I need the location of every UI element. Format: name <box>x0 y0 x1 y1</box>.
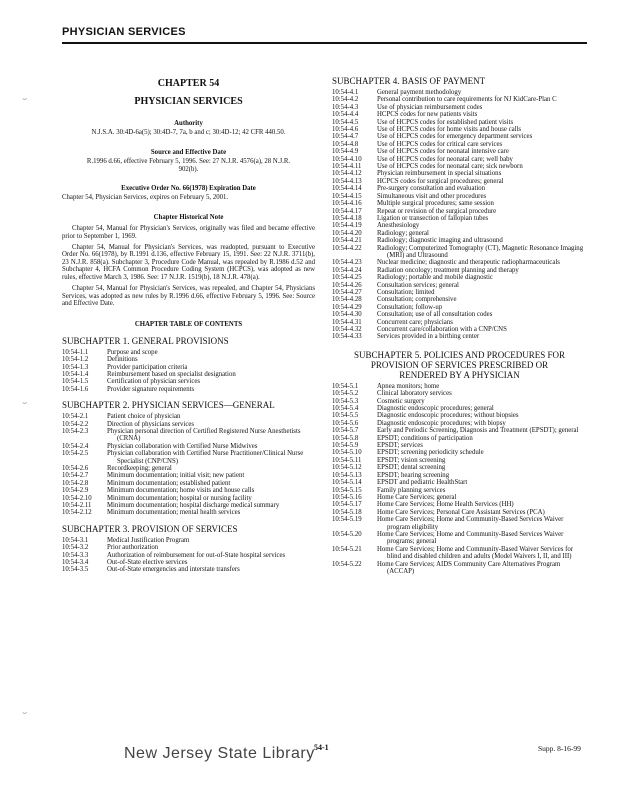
toc-entry <box>332 420 587 427</box>
toc-entry <box>332 435 587 442</box>
toc-entry <box>62 487 315 494</box>
section-number: 10:54-4.18 <box>332 214 362 222</box>
section-title: Cosmetic surgery <box>377 397 425 405</box>
authority-heading: Authority <box>174 120 203 127</box>
section-number: 10:54-4.13 <box>332 177 362 185</box>
executive-heading: Executive Order No. 66(1978) Expiration Date <box>121 185 256 193</box>
subchapter-5-title-line: RENDERED BY A PHYSICIAN <box>399 369 520 380</box>
toc-entry <box>332 289 587 296</box>
section-title: Use of HCPCS codes for emergency department services <box>377 133 533 141</box>
toc-entry <box>332 141 587 148</box>
section-number: 10:54-5.20 <box>332 530 362 538</box>
section-number: 10:54-2.7 <box>62 472 89 480</box>
section-number: 10:54-2.10 <box>62 494 92 502</box>
section-number: 10:54-5.9 <box>332 442 359 450</box>
toc-entry <box>62 465 315 472</box>
toc-entry <box>62 378 315 385</box>
section-title: Family planning services <box>377 486 446 494</box>
section-title: Consultation services; general <box>377 281 459 289</box>
toc-entry <box>332 208 587 215</box>
section-title: Use of HCPCS codes for established patient visits <box>377 118 514 126</box>
toc-entry <box>332 156 587 163</box>
section-title: Pre-surgery consultation and evaluation <box>377 185 486 193</box>
section-number: 10:54-5.6 <box>332 419 359 427</box>
toc-entry <box>332 311 587 318</box>
section-title: Home Care Services; Home and Community-Based Services Waiver program eligibility <box>377 516 564 531</box>
margin-mark: ⌣ <box>22 94 28 103</box>
section-title: Simultaneous visit and other procedures <box>377 192 487 200</box>
section-title: Diagnostic endoscopic procedures; without biopsies <box>377 412 519 420</box>
subchapter-4-title: SUBCHAPTER 4. BASIS OF PAYMENT <box>332 76 486 86</box>
section-number: 10:54-2.5 <box>62 450 89 458</box>
section-number: 10:54-2.6 <box>62 465 89 472</box>
toc-entry <box>332 222 587 229</box>
section-title: Physician reimbursement in special situations <box>377 170 502 178</box>
section-number: 10:54-3.2 <box>62 544 89 552</box>
toc-entry <box>332 163 587 170</box>
section-title: Out-of-State elective services <box>107 559 188 567</box>
toc-entry <box>332 185 587 192</box>
toc-entry <box>332 178 587 185</box>
section-number: 10:54-5.21 <box>332 545 362 553</box>
section-number: 10:54-4.20 <box>332 229 362 237</box>
left-column <box>62 78 315 574</box>
section-title: Repeat or revision of the surgical procedure <box>377 207 497 215</box>
section-title: Provider participation criteria <box>107 363 188 371</box>
toc-entry <box>332 215 587 222</box>
toc-entry <box>332 516 587 531</box>
section-title: Concurrent care; physicians <box>377 318 453 326</box>
toc-entry <box>332 274 587 281</box>
section-number: 10:54-4.3 <box>332 103 359 111</box>
toc-entry <box>332 333 587 340</box>
subchapter-5-title-line: SUBCHAPTER 5. POLICIES AND PROCEDURES FOR <box>353 349 566 360</box>
section-number: 10:54-4.19 <box>332 222 362 230</box>
section-number: 10:54-4.12 <box>332 170 362 178</box>
section-number: 10:54-2.1 <box>62 413 89 421</box>
toc-entry <box>332 267 587 274</box>
section-title: EPSDT; services <box>377 442 423 450</box>
section-number: 10:54-5.11 <box>332 456 362 464</box>
toc-entry <box>332 464 587 471</box>
chapter-title: PHYSICIAN SERVICES <box>134 96 243 107</box>
section-number: 10:54-1.5 <box>62 378 89 386</box>
toc-entry <box>62 356 315 363</box>
section-title: Patient choice of physician <box>107 413 181 421</box>
section-number: 10:54-5.4 <box>332 405 359 413</box>
section-title: Services provided in a birthing center <box>377 333 480 341</box>
toc-entry <box>332 89 587 96</box>
section-title: Apnea monitors; home <box>377 382 440 390</box>
section-number: 10:54-5.19 <box>332 516 362 524</box>
section-number: 10:54-4.6 <box>332 126 359 134</box>
section-number: 10:54-5.1 <box>332 382 359 390</box>
section-title: Use of HCPCS codes for neonatal care; well baby <box>377 155 513 163</box>
toc-entry <box>332 126 587 133</box>
section-title: Home Care Services; Personal Care Assistant Services (PCA) <box>377 508 545 516</box>
toc-entry <box>62 544 315 551</box>
section-title: Physician collaboration with Certified Nurse Practitioner/Clinical Nurse Specialist (CNP/CNS) <box>107 450 304 465</box>
header-rule <box>62 42 587 44</box>
toc-entry <box>332 170 587 177</box>
section-number: 10:54-4.9 <box>332 148 359 156</box>
section-title: Use of HCPCS codes for neonatal intensive care <box>377 148 509 156</box>
section-title: Radiation oncology; treatment planning and therapy <box>377 266 519 274</box>
section-number: 10:54-4.23 <box>332 259 362 267</box>
section-number: 10:54-5.13 <box>332 471 362 479</box>
toc-entry <box>62 443 315 450</box>
section-number: 10:54-2.4 <box>62 442 89 450</box>
section-title: Anesthesiology <box>377 222 420 230</box>
section-title: Purpose and scope <box>107 348 158 356</box>
section-number: 10:54-4.10 <box>332 155 362 163</box>
toc-entry <box>332 405 587 412</box>
section-number: 10:54-3.3 <box>62 551 89 559</box>
toc-entry <box>62 349 315 356</box>
toc-entry <box>332 546 587 561</box>
section-number: 10:54-4.5 <box>332 118 359 126</box>
toc-entry <box>332 383 587 390</box>
section-title: Medical Justification Program <box>107 536 190 544</box>
section-number: 10:54-4.14 <box>332 185 362 193</box>
section-title: EPSDT and pediatric HealthStart <box>377 479 468 487</box>
toc-entry <box>332 561 587 576</box>
supplement-date: Supp. 8-16-99 <box>538 744 581 753</box>
section-number: 10:54-4.31 <box>332 318 362 326</box>
toc-entry <box>332 193 587 200</box>
source-text: R.1996 d.66, effective February 5, 1996. See: 27 N.J.R. 4576(a), 28 N.J.R. 902(b). <box>86 158 291 173</box>
toc-entry <box>62 502 315 509</box>
right-column <box>332 76 587 575</box>
page-number: 54-1 <box>314 743 329 752</box>
section-title: Use of HCPCS codes for neonatal care; sick newborn <box>377 163 523 171</box>
section-title: Personal contribution to care requirements for NJ KidCare-Plan C <box>377 96 557 104</box>
toc-entry <box>332 531 587 546</box>
toc-entry <box>332 237 587 244</box>
section-number: 10:54-5.8 <box>332 434 359 442</box>
section-title: Consultation; follow-up <box>377 303 443 311</box>
toc-entry <box>62 480 315 487</box>
authority-text: N.J.S.A. 30:4D-6a(5); 30:4D-7, 7a, b and c; 30:4D-12; 42 CFR 440.50. <box>91 129 286 137</box>
section-number: 10:54-5.15 <box>332 486 362 494</box>
toc-entry <box>62 495 315 502</box>
toc-entry <box>332 304 587 311</box>
section-title: HCPCS codes for new patients visits <box>377 111 478 119</box>
section-title: Prior authorization <box>107 544 159 552</box>
toc-entry <box>332 494 587 501</box>
subchapter-5-title-line: PROVISION OF SERVICES PRESCRIBED OR <box>370 359 549 370</box>
subchapter-4-list <box>332 89 587 341</box>
toc-entry <box>332 412 587 419</box>
toc-entry <box>62 428 315 443</box>
section-number: 10:54-3.4 <box>62 559 89 567</box>
section-number: 10:54-4.28 <box>332 296 362 304</box>
section-title: HCPCS codes for surgical procedures; general <box>377 177 504 185</box>
toc-entry <box>332 449 587 456</box>
section-title: Clinical laboratory services <box>377 390 452 398</box>
toc-entry <box>332 245 587 260</box>
section-number: 10:54-5.12 <box>332 464 362 472</box>
section-title: Home Care Services; AIDS Community Care Alternatives Program (ACCAP) <box>377 560 561 575</box>
subchapter-5-list <box>332 383 587 576</box>
margin-mark: ⌣ <box>22 708 28 717</box>
toc-entry <box>332 282 587 289</box>
toc-entry <box>62 566 315 573</box>
section-title: Nuclear medicine; diagnostic and therapeutic radiopharmaceuticals <box>377 259 560 267</box>
history-paragraph: Chapter 54, Manual for Physician's Services, originally was filed and became effective prior to September 1, 1969. <box>62 225 315 240</box>
toc-entry <box>332 501 587 508</box>
section-title: Minimum documentation; home visits and house calls <box>107 487 255 495</box>
toc-entry <box>62 413 315 420</box>
section-title: EPSDT; conditions of participation <box>377 434 473 442</box>
toc-entry <box>332 296 587 303</box>
section-number: 10:54-5.17 <box>332 501 362 509</box>
section-title: Home Care Services; Home Health Services (HH) <box>377 501 514 509</box>
source-heading: Source and Effective Date <box>150 148 227 156</box>
toc-entry <box>62 472 315 479</box>
toc-entry <box>62 364 315 371</box>
history-paragraph: Chapter 54, Manual for Physician's Services, was readopted, pursuant to Executive Order No. 66(1978), by R.1991 d.136, effective February 15, 1991. See: 22 N.J.R. 3711(b), 23 N.J.R. 858(a). Subchapter 3, Procedure Code Manual, was repealed by R.1986 d.52 and Subchapter 4, HCFA Common Procedure Coding System (HCPCS), was adopted as new rules, effective March 3, 1986. See: 17 N.J.R. 1519(b), 18 N.J.R. 478(a). <box>62 244 315 281</box>
toc-entry <box>62 552 315 559</box>
toc-entry <box>62 450 315 465</box>
section-title: Use of HCPCS codes for critical care services <box>377 140 503 148</box>
section-title: Minimum documentation; initial visit; new patient <box>107 472 245 480</box>
section-title: Diagnostic endoscopic procedures; with biopsy <box>377 419 506 427</box>
toc-entry <box>332 390 587 397</box>
subchapter-1-list <box>62 349 315 393</box>
toc-entry <box>332 457 587 464</box>
section-number: 10:54-4.29 <box>332 303 362 311</box>
section-number: 10:54-4.25 <box>332 274 362 282</box>
section-title: Reimbursement based on specialist designation <box>107 370 236 378</box>
section-title: Home Care Services; Home and Community-Based Waiver Services for blind and disabled children and adults (Model Waivers I, II, and III) <box>377 545 574 561</box>
toc-entry <box>332 326 587 333</box>
section-title: Minimum documentation; mental health services <box>107 509 241 517</box>
section-number: 10:54-4.15 <box>332 192 362 200</box>
section-title: Consultation; comprehensive <box>377 296 457 304</box>
toc-entry <box>332 427 587 434</box>
section-number: 10:54-5.18 <box>332 508 362 516</box>
section-title: Minimum documentation; hospital or nursing facility <box>107 494 252 502</box>
section-number: 10:54-4.2 <box>332 96 359 104</box>
section-title: Direction of physicians services <box>107 420 195 428</box>
section-number: 10:54-5.16 <box>332 493 362 501</box>
section-number: 10:54-5.14 <box>332 479 362 487</box>
toc-entry <box>62 509 315 516</box>
toc-entry <box>332 111 587 118</box>
section-number: 10:54-2.8 <box>62 479 89 487</box>
section-number: 10:54-4.1 <box>332 89 359 96</box>
toc-entry <box>332 472 587 479</box>
section-number: 10:54-2.12 <box>62 509 92 517</box>
section-title: Diagnostic endoscopic procedures; general <box>377 405 494 413</box>
toc-entry <box>332 104 587 111</box>
toc-entry <box>332 479 587 486</box>
section-number: 10:54-1.2 <box>62 356 89 364</box>
section-title: Physician personal direction of Certified Registered Nurse Anesthetists (CRNA) <box>107 427 301 443</box>
section-number: 10:54-5.2 <box>332 390 359 398</box>
section-number: 10:54-2.2 <box>62 420 89 428</box>
subchapter-1-title: SUBCHAPTER 1. GENERAL PROVISIONS <box>62 335 229 346</box>
toc-entry <box>332 119 587 126</box>
section-title: Radiology; portable and mobile diagnostic <box>377 274 493 282</box>
section-title: Radiology; Computerized Tomography (CT), Magnetic Resonance Imaging (MRI) and Ultrasound <box>377 244 584 259</box>
chapter-label: CHAPTER 54 <box>157 78 220 89</box>
section-number: 10:54-4.22 <box>332 244 362 252</box>
section-number: 10:54-4.11 <box>332 163 362 171</box>
toc-entry <box>332 96 587 103</box>
executive-text: Chapter 54, Physician Services, expires on February 5, 2001. <box>62 194 229 202</box>
section-number: 10:54-2.9 <box>62 487 89 495</box>
section-title: Minimum documentation; established patient <box>107 479 231 487</box>
section-number: 10:54-5.5 <box>332 412 359 420</box>
running-header: PHYSICIAN SERVICES <box>62 26 186 38</box>
section-title: Certification of physician services <box>107 378 201 386</box>
toc-entry <box>62 421 315 428</box>
section-number: 10:54-2.11 <box>62 502 92 510</box>
section-title: Radiology; general <box>377 229 429 237</box>
section-title: Physician collaboration with Certified Nurse Midwives <box>107 442 258 450</box>
subchapter-5-title <box>332 350 587 380</box>
section-number: 10:54-4.30 <box>332 311 362 319</box>
section-number: 10:54-5.10 <box>332 449 362 457</box>
section-number: 10:54-4.33 <box>332 333 362 341</box>
section-title: Concurrent care/collaboration with a CNP/CNS <box>377 326 507 333</box>
section-number: 10:54-4.26 <box>332 281 362 289</box>
section-number: 10:54-4.21 <box>332 237 362 245</box>
history-paragraph: Chapter 54, Manual for Physician's Services, was repealed, and Chapter 54, Physicians Services, was adopted as new rules by R.1996 d.66, effective February 5, 1996. See: Source and Effective Date. <box>62 285 315 307</box>
toc-entry <box>332 200 587 207</box>
section-number: 10:54-5.22 <box>332 560 362 568</box>
subchapter-3-list <box>62 537 315 574</box>
section-title: EPSDT; screening periodicity schedule <box>377 449 484 457</box>
toc-entry <box>332 509 587 516</box>
section-number: 10:54-4.17 <box>332 207 362 215</box>
section-number: 10:54-1.1 <box>62 348 89 356</box>
section-title: Provider signature requirements <box>107 385 195 393</box>
section-number: 10:54-4.24 <box>332 266 362 274</box>
subchapter-2-title: SUBCHAPTER 2. PHYSICIAN SERVICES—GENERAL <box>62 400 275 411</box>
section-number: 10:54-4.7 <box>332 133 359 141</box>
section-number: 10:54-5.7 <box>332 427 359 435</box>
toc-entry <box>62 537 315 544</box>
subchapter-2-list <box>62 413 315 517</box>
section-number: 10:54-3.5 <box>62 566 89 574</box>
library-watermark: New Jersey State Library <box>124 745 315 762</box>
toc-entry <box>62 386 315 393</box>
section-title: Home Care Services; general <box>377 493 457 501</box>
toc-entry <box>332 230 587 237</box>
section-title: Consultation; limited <box>377 288 435 296</box>
section-number: 10:54-4.4 <box>332 111 359 119</box>
toc-entry <box>332 133 587 140</box>
section-title: Home Care Services; Home and Community-Based Services Waiver programs; general <box>377 530 564 546</box>
section-title: Definitions <box>107 356 138 364</box>
section-title: Out-of-State emergencies and interstate transfers <box>107 566 240 574</box>
toc-entry <box>62 371 315 378</box>
section-number: 10:54-5.3 <box>332 397 359 405</box>
subchapter-3-title: SUBCHAPTER 3. PROVISION OF SERVICES <box>62 523 238 534</box>
section-number: 10:54-4.32 <box>332 326 362 333</box>
section-number: 10:54-4.27 <box>332 288 362 296</box>
section-number: 10:54-2.3 <box>62 427 89 435</box>
toc-entry <box>62 559 315 566</box>
section-title: General payment methodology <box>377 89 462 96</box>
toc-entry <box>332 259 587 266</box>
toc-entry <box>332 398 587 405</box>
section-title: Radiology; diagnostic imaging and ultrasound <box>377 237 503 245</box>
history-heading: Chapter Historical Note <box>153 213 224 221</box>
section-title: Consultation; use of all consultation codes <box>377 311 493 319</box>
toc-entry <box>332 319 587 326</box>
section-title: Authorization of reimbursement for out-of-State hospital services <box>107 551 286 559</box>
toc-entry <box>332 442 587 449</box>
section-title: Recordkeeping; general <box>107 465 172 472</box>
toc-title: CHAPTER TABLE OF CONTENTS <box>134 321 243 329</box>
section-number: 10:54-3.1 <box>62 536 89 544</box>
toc-entry <box>332 148 587 155</box>
margin-mark: ⌣ <box>22 398 28 407</box>
section-title: Ligation or transection of fallopian tubes <box>377 214 489 222</box>
section-number: 10:54-4.8 <box>332 140 359 148</box>
section-title: EPSDT; vision screening <box>377 456 446 464</box>
section-title: Early and Periodic Screening, Diagnosis and Treatment (EPSDT); general <box>377 427 579 435</box>
section-title: Multiple surgical procedures; same session <box>377 200 494 208</box>
section-title: Use of physician reimbursement codes <box>377 103 483 111</box>
section-number: 10:54-1.4 <box>62 370 89 378</box>
section-number: 10:54-1.6 <box>62 385 89 393</box>
toc-entry <box>332 487 587 494</box>
section-number: 10:54-1.3 <box>62 363 89 371</box>
section-title: Minimum documentation; hospital discharge medical summary <box>107 502 280 510</box>
section-title: EPSDT; hearing screening <box>377 471 450 479</box>
section-number: 10:54-4.16 <box>332 200 362 208</box>
section-title: EPSDT; dental screening <box>377 464 446 472</box>
section-title: Use of HCPCS codes for home visits and house calls <box>377 126 522 134</box>
